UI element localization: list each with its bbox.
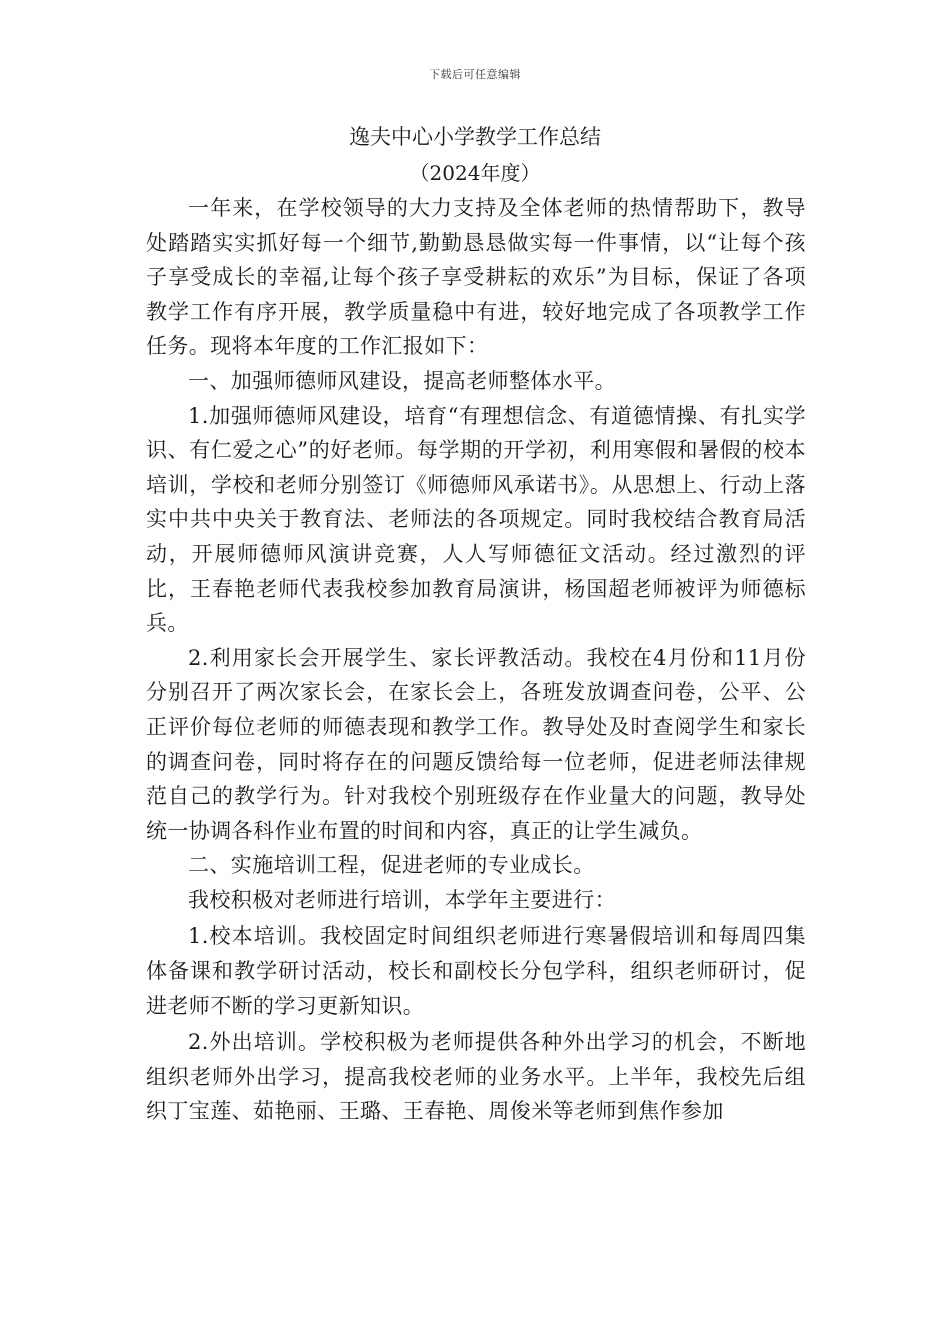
paragraph-1-2: 2.利用家长会开展学生、家长评教活动。我校在4月份和11月份分别召开了两次家长会，在家长会上，各班发放调查问卷，公平、公正评价每位老师的师德表现和教学工作。教导处及时查阅学生和家长的调查问卷，同时将存在的问题反馈给每一位老师，促进老师法律规范自己的教学行为。针对我校个别班级存在作业量大的问题，教导处统一协调各科作业布置的时间和内容，真正的让学生减负。 [146,645,806,843]
paragraph-2-1: 1.校本培训。我校固定时间组织老师进行寒暑假培训和每周四集体备课和教学研讨活动，校长和副校长分包学科，组织老师研讨，促进老师不断的学习更新知识。 [146,924,806,1018]
document-title: 逸夫中心小学教学工作总结 [349,125,601,149]
paragraph-2-2: 2.外出培训。学校积极为老师提供各种外出学习的机会，不断地组织老师外出学习，提高我校老师的业务水平。上半年，我校先后组织丁宝莲、茹艳丽、王璐、王春艳、周俊米等老师到焦作参加 [146,1030,806,1124]
paragraph-intro: 一年来，在学校领导的大力支持及全体老师的热情帮助下，教导处踏踏实实抓好每一个细节,勤勤恳恳做实每一件事情，以“让每个孩子享受成长的幸福,让每个孩子享受耕耘的欢乐”为目标，保证了各项教学工作有序开展，教学质量稳中有进，较好地完成了各项教学工作任务。现将本年度的工作汇报如下： [146,196,806,359]
paragraph-1-1: 1.加强师德师风建设，培育“有理想信念、有道德情操、有扎实学识、有仁爱之心”的好老师。每学期的开学初，利用寒假和暑假的校本培训，学校和老师分别签订《师德师风承诺书》。从思想上、行动上落实中共中央关于教育法、老师法的各项规定。同时我校结合教育局活动，开展师德师风演讲竞赛，人人写师德征文活动。经过激烈的评比，王春艳老师代表我校参加教育局演讲，杨国超老师被评为师德标兵。 [146,403,806,636]
section-heading-2: 二、实施培训工程，促进老师的专业成长。 [188,853,595,878]
document-body [146,191,806,1129]
section-heading-1: 一、加强师德师风建设，提高老师整体水平。 [188,368,616,393]
header-note: 下载后可任意编辑 [429,68,521,81]
paragraph-2-intro: 我校积极对老师进行培训，本学年主要进行： [188,887,616,912]
document-subtitle: （2024年度） [409,161,541,185]
